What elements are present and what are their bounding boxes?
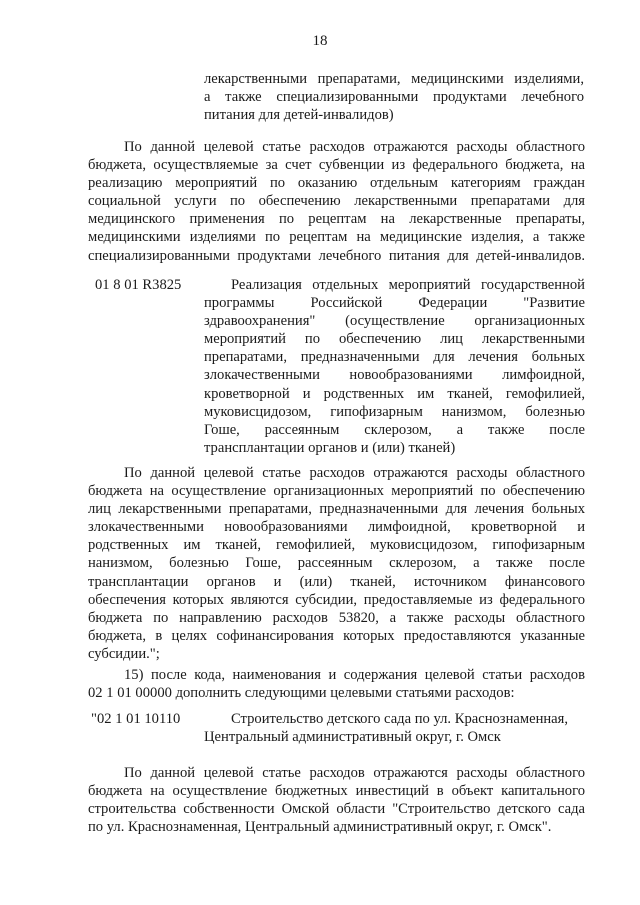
- text-line: кроветворной и родственных им тканей, гемофилией,: [204, 385, 585, 402]
- text-line: бюджета по направлению расходов 53820, а также расходы областного: [88, 609, 585, 626]
- entry-1-description: [204, 276, 585, 457]
- page-number: 18: [312, 33, 328, 49]
- text-line: программы Российской Федерации "Развитие: [204, 295, 585, 312]
- text-line: бюджета, в целях софинансирования которых предоставляются указанные: [88, 627, 585, 644]
- text-line: по ул. Краснознаменная, Центральный административный округ, г. Омск".: [88, 819, 552, 836]
- text-line: субсидии.";: [88, 645, 160, 662]
- text-line: трансплантации органов и (или) тканей): [204, 439, 456, 456]
- text-line: лиц лекарственными препаратами, предназначенными для лечения больных: [88, 501, 585, 518]
- text-line: медицинскими изделиями по рецептам на медицинские изделия, а также: [88, 229, 585, 246]
- text-line: муковисцидозом, гипофизарным нанизмом, болезнью: [204, 403, 585, 420]
- text-line: бюджета на осуществление организационных мероприятий по обеспечению: [88, 483, 585, 500]
- text-line: медицинского применения по рецептам на лекарственные препараты,: [88, 211, 585, 228]
- text-line: Центральный административный округ, г. Омск: [204, 729, 501, 746]
- text-line: злокачественными новообразованиями лимфоидной,: [204, 367, 585, 384]
- text-line: здравоохранения" (осуществление организационных: [204, 313, 585, 330]
- budget-code: "02 1 01 10110: [91, 711, 181, 727]
- text-line: специализированными продуктами лечебного питания для детей-инвалидов.: [88, 247, 585, 264]
- paragraph-2: [88, 464, 585, 663]
- text-line: бюджета на осуществление бюджетных инвестиций в объект капитального: [88, 783, 585, 800]
- text-line: По данной целевой статье расходов отражаются расходы областного: [124, 465, 585, 481]
- text-line: реализацию мероприятий по оказанию отдельным категориям граждан: [88, 175, 585, 192]
- text-line: питания для детей-инвалидов): [204, 107, 394, 124]
- text-line: По данной целевой статье расходов отражаются расходы областного: [124, 765, 585, 781]
- text-line: а также специализированными продуктами лечебного: [204, 89, 584, 106]
- text-line: Реализация отдельных мероприятий государственной: [231, 277, 585, 293]
- text-line: трансплантации органов и (или) тканей, источником финансового: [88, 573, 585, 590]
- text-line: 02 1 01 00000 дополнить следующими целевыми статьями расходов:: [88, 685, 515, 702]
- paragraph-1: [88, 138, 585, 265]
- text-line: Гоше, рассеянным склерозом, а также после: [204, 421, 585, 438]
- text-line: обеспечения которых являются субсидии, предоставляемые из федерального: [88, 591, 585, 608]
- paragraph-3: [88, 764, 585, 836]
- text-line: Строительство детского сада по ул. Краснознаменная,: [231, 711, 569, 727]
- text-line: мероприятий по обеспечению лиц лекарственными: [204, 331, 585, 348]
- text-line: По данной целевой статье расходов отражаются расходы областного: [124, 139, 585, 155]
- text-line: 15) после кода, наименования и содержания целевой статьи расходов: [124, 667, 585, 683]
- text-line: препаратами, предназначенными для лечения больных: [204, 349, 585, 366]
- entry-2-description: [204, 710, 585, 746]
- text-line: лекарственными препаратами, медицинскими изделиями,: [204, 71, 584, 87]
- text-line: бюджета, осуществляемые за счет субвенции из федерального бюджета, на: [88, 157, 585, 174]
- intro-tail: [204, 70, 584, 124]
- item-15: [88, 666, 585, 702]
- text-line: нанизмом, болезнью Гоше, рассеянным склерозом, а также после: [88, 555, 585, 572]
- text-line: злокачественными новообразованиями лимфоидной, кроветворной и: [88, 519, 585, 536]
- text-line: родственных им тканей, гемофилией, муковисцидозом, гипофизарным: [88, 537, 585, 554]
- budget-code: 01 8 01 R3825: [95, 277, 182, 293]
- text-line: строительства собственности Омской области "Строительство детского сада: [88, 801, 585, 818]
- text-line: социальной услуги по обеспечению лекарственными препаратами для: [88, 193, 585, 210]
